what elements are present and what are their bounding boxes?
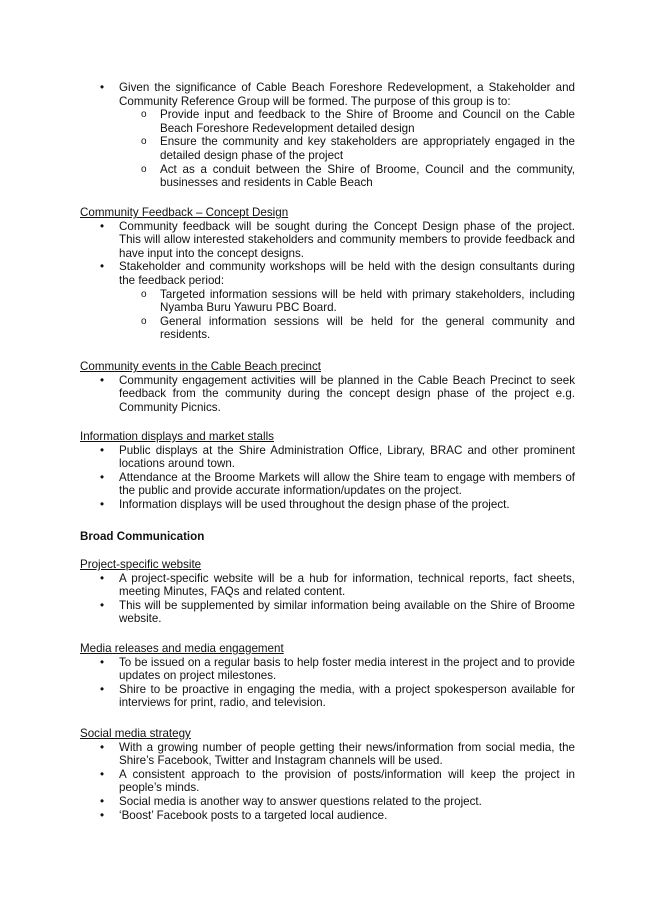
broad-communication-heading-block — [0, 530, 653, 544]
bullet-glyph: • — [100, 598, 105, 612]
bullet-text: Community feedback will be sought during the Concept Design phase of the project. This will allow interested stakeholders and community members to provide feedback and have input into the concept designs. — [119, 219, 575, 260]
sub-bullet-glyph: o — [141, 288, 147, 300]
bullet-glyph: • — [100, 767, 105, 781]
bullet-text: A project-specific website will be a hub for information, technical reports, fact sheets, meeting Minutes, FAQs and related content. — [119, 571, 575, 599]
bullet-text: Attendance at the Broome Markets will allow the Shire team to engage with members of the public and provide accurate information/updates on the project. — [119, 470, 575, 498]
bullet-item — [0, 795, 653, 809]
bullet-glyph: • — [100, 373, 105, 387]
bullet-item — [0, 572, 653, 599]
bullet-item — [0, 809, 653, 823]
section-heading: Information displays and market stalls — [80, 430, 274, 443]
bullet-glyph: • — [100, 794, 105, 808]
section-heading: Project-specific website — [80, 558, 202, 571]
sub-bullet-item — [0, 163, 653, 190]
bullet-text: Information displays will be used throughout the design phase of the project. — [119, 497, 510, 511]
section-heading: Social media strategy — [80, 727, 191, 740]
bullet-text: With a growing number of people getting their news/information from social media, the Shire’s Facebook, Twitter and Instagram channels will be used. — [119, 740, 575, 768]
bullet-glyph: • — [100, 571, 105, 585]
bullet-item — [0, 599, 653, 626]
bullet-item — [0, 471, 653, 498]
bullet-item — [0, 220, 653, 261]
bold-section-heading: Broad Communication — [80, 530, 205, 543]
bullet-item — [0, 683, 653, 710]
bullet-item — [0, 81, 653, 108]
bullet-text: Public displays at the Shire Administration Office, Library, BRAC and other prominent locations around town. — [119, 443, 575, 471]
sub-bullet-glyph: o — [141, 163, 147, 175]
website-section — [0, 558, 653, 626]
social-media-section — [0, 727, 653, 822]
information-displays-section — [0, 430, 653, 512]
community-events-section — [0, 360, 653, 414]
section-heading: Community events in the Cable Beach precinct — [80, 360, 322, 373]
bullet-glyph: • — [100, 219, 105, 233]
sub-bullet-text: Targeted information sessions will be held with primary stakeholders, including Nyamba Buru Yawuru PBC Board. — [160, 287, 575, 315]
bullet-text: Stakeholder and community workshops will be held with the design consultants during the feedback period: — [119, 260, 575, 287]
sub-bullet-item — [0, 108, 653, 135]
bullet-glyph: • — [100, 682, 105, 696]
bullet-text: Social media is another way to answer questions related to the project. — [119, 794, 482, 808]
sub-bullet-item — [0, 288, 653, 315]
bullet-item — [0, 260, 653, 287]
bullet-glyph: • — [100, 808, 105, 822]
sub-bullet-glyph: o — [141, 136, 147, 148]
bullet-glyph: • — [100, 497, 105, 511]
sub-bullet-text: Provide input and feedback to the Shire of Broome and Council on the Cable Beach Foreshore Redevelopment detailed design — [160, 108, 575, 135]
bullet-text: ‘Boost’ Facebook posts to a targeted local audience. — [119, 808, 388, 822]
bullet-item — [0, 374, 653, 415]
reference-group-section — [0, 81, 653, 190]
bullet-text: A consistent approach to the provision of posts/information will keep the project in people’s minds. — [119, 767, 575, 795]
bullet-item — [0, 444, 653, 471]
sub-bullet-text: Ensure the community and key stakeholders are appropriately engaged in the detailed design phase of the project — [160, 135, 575, 162]
bullet-glyph: • — [100, 443, 105, 457]
bullet-glyph: • — [100, 655, 105, 669]
bullet-item — [0, 498, 653, 512]
sub-bullet-item — [0, 135, 653, 162]
bullet-glyph: • — [100, 740, 105, 754]
concept-feedback-section — [0, 206, 653, 342]
bullet-text: Community engagement activities will be planned in the Cable Beach Precinct to seek feedback from the community during the concept design phase of the project e.g. Community Picnics. — [119, 373, 575, 414]
sub-bullet-glyph: o — [141, 109, 147, 121]
bullet-text: Shire to be proactive in engaging the media, with a project spokesperson available for interviews for print, radio, and television. — [119, 682, 575, 710]
sub-bullet-item — [0, 315, 653, 342]
bullet-glyph: • — [100, 260, 105, 274]
bullet-text: Given the significance of Cable Beach Foreshore Redevelopment, a Stakeholder and Community Reference Group will be formed. The purpose of this group is to: — [119, 81, 575, 108]
bullet-text: This will be supplemented by similar information being available on the Shire of Broome website. — [119, 598, 575, 626]
bullet-item — [0, 656, 653, 683]
bullet-item — [0, 768, 653, 795]
sub-bullet-glyph: o — [141, 315, 147, 327]
bullet-glyph: • — [100, 81, 105, 94]
sub-bullet-text: Act as a conduit between the Shire of Broome, Council and the community, businesses and residents in Cable Beach — [160, 162, 575, 190]
media-section — [0, 642, 653, 710]
bullet-text: To be issued on a regular basis to help foster media interest in the project and to provide updates on project milestones. — [119, 655, 575, 683]
bullet-glyph: • — [100, 470, 105, 484]
bullet-item — [0, 741, 653, 768]
sub-bullet-text: General information sessions will be held for the general community and residents. — [160, 314, 575, 342]
section-heading: Community Feedback – Concept Design — [80, 206, 289, 219]
section-heading: Media releases and media engagement — [80, 642, 284, 655]
